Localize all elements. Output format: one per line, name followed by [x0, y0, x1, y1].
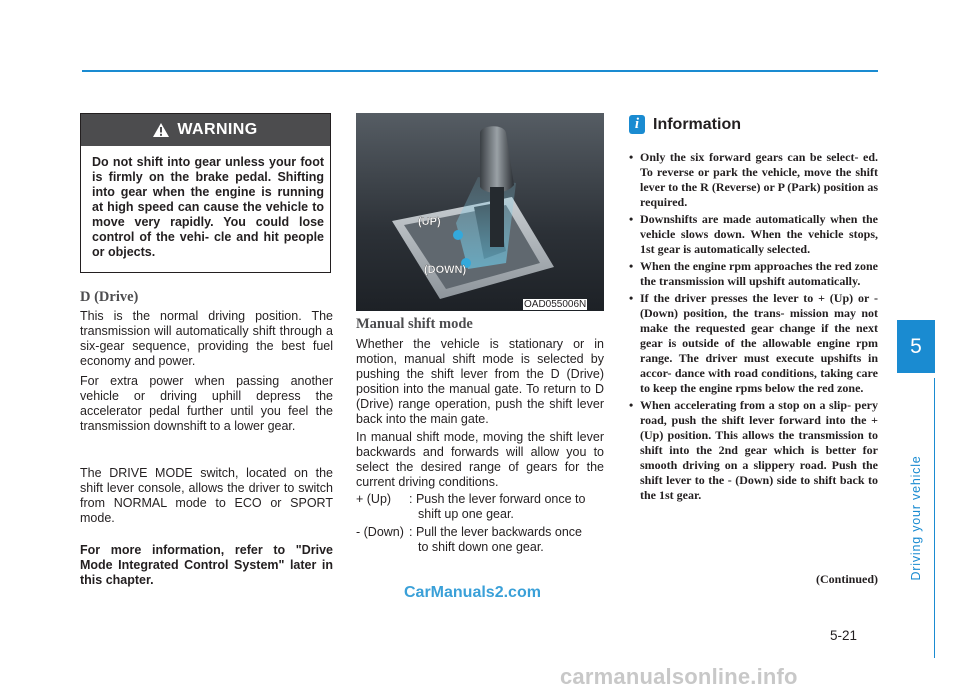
warning-box [80, 113, 331, 273]
information-item: • Downshifts are made automatically when the vehicle slows down. When the vehicle stops, 1st gear is automatically selected. [628, 212, 878, 257]
up-key: + (Up) [356, 492, 392, 506]
chapter-title: Driving your vehicle [909, 455, 923, 581]
warning-header [81, 114, 330, 146]
information-item: • When accelerating from a stop on a slip- pery road, push the shift lever forward into the + (Up) position. This allows the transmission to shift into the 2nd gear which is better for smooth driving on a slippery road. Push the shift lever to the - (Down) side to shift back to the 1st gear. [628, 398, 878, 503]
manual-paragraph-1: Whether the vehicle is stationary or in motion, manual shift mode is selected by pushing the shift lever from the D (Drive) position into the manual gate. To return to D (Drive) range operation, push the shift lever back into the main gate. [356, 337, 604, 426]
up-desc-line-1: : Push the lever forward once to [409, 492, 586, 506]
manual-heading: Manual shift mode [356, 316, 473, 332]
information-item: • Only the six forward gears can be select- ed. To reverse or park the vehicle, move the shift lever to the R (Reverse) or P (Park) position as required. [628, 150, 878, 210]
down-key: - (Down) [356, 525, 404, 539]
drive-paragraph-3: The DRIVE MODE switch, located on the shift lever console, allows the driver to switch from NORMAL mode to ECO or SPORT mode. [80, 466, 333, 525]
drive-paragraph-4: For more information, refer to "Drive Mode Integrated Control System" later in this chapter. [80, 543, 333, 587]
warning-text: Do not shift into gear unless your foot is firmly on the brake pedal. Shifting into gear when the engine is running at high speed can cause the vehicle to move very rapidly. You could lose control of the vehi- cle and hit people or objects. [92, 155, 324, 259]
up-desc-line-2: shift up one gear. [418, 507, 514, 521]
manual-paragraph-2: In manual shift mode, moving the shift lever backwards and forwards will allow you to select the desired range of gears for the current driving conditions. [356, 430, 604, 489]
shift-lever-illustration [356, 113, 604, 311]
header-rule [82, 70, 878, 72]
watermark-carmanualsonline: carmanualsonline.info [560, 664, 798, 689]
drive-heading: D (Drive) [80, 289, 139, 305]
drive-paragraph-1: This is the normal driving position. The transmission will automatically shift through a six-gear sequence, providing the best fuel economy and power. [80, 309, 333, 368]
up-definition [356, 492, 606, 522]
chapter-number-tab [897, 320, 935, 373]
down-definition [356, 525, 606, 555]
chapter-number: 5 [910, 334, 922, 358]
down-label: (DOWN) [424, 264, 467, 276]
information-list [628, 150, 878, 505]
down-desc-line-1: : Pull the lever backwards once [409, 525, 583, 539]
down-desc-line-2: to shift down one gear. [418, 540, 544, 554]
information-item: • If the driver presses the lever to + (Up) or - (Down) position, the trans- mission may not make the requested gear change if the next gear is outside of the allowable engine rpm range. The driver must execute upshifts in accor- dance with road conditions, taking care to keep the engine rpms below the red zone. [628, 291, 878, 396]
information-title: Information [653, 116, 741, 133]
chapter-side-rule [934, 378, 935, 658]
up-label: (UP) [418, 216, 441, 228]
drive-paragraph-2: For extra power when passing another vehicle or driving uphill depress the accelerator pedal further until you feel the transmission downshift to a lower gear. [80, 374, 333, 433]
watermark-carmanuals[interactable]: CarManuals2.com [404, 584, 541, 601]
continued-label: (Continued) [815, 572, 878, 586]
warning-triangle-icon [153, 123, 169, 137]
shift-lever-photo [356, 113, 604, 311]
information-icon: i [629, 115, 645, 134]
warning-label: WARNING [177, 121, 258, 138]
page-number: 5-21 [830, 628, 858, 643]
photo-code: OAD055006N [524, 299, 587, 310]
information-item: • When the engine rpm approaches the red zone the transmission will upshift automatically. [628, 259, 878, 289]
